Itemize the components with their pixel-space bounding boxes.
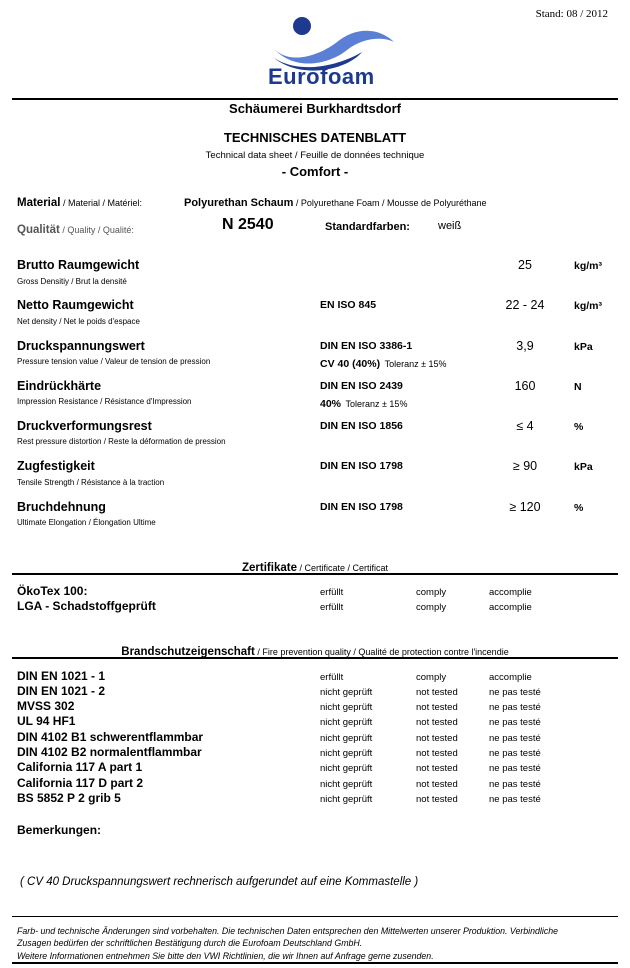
- property-standard: DIN EN ISO 3386-1: [320, 340, 413, 352]
- property-translation: Rest pressure distortion / Reste la déformation de pression: [17, 437, 226, 446]
- property-translation: Net density / Net le poids d'espace: [17, 317, 140, 326]
- fire-status-en: comply: [416, 672, 447, 683]
- date-stamp: Stand: 08 / 2012: [535, 8, 608, 20]
- fire-status-de: nicht geprüft: [320, 779, 373, 790]
- property-translation: Impression Resistance / Résistance d'Impression: [17, 397, 192, 406]
- standard-colors-label: Standardfarben:: [325, 221, 410, 233]
- fire-status-de: nicht geprüft: [320, 717, 373, 728]
- fire-status-fr: ne pas testé: [489, 794, 541, 805]
- fire-status-de: erfüllt: [320, 672, 344, 683]
- certificate-status-fr: accomplie: [489, 587, 532, 598]
- property-value: 3,9: [516, 339, 534, 353]
- document-title: TECHNISCHES DATENBLATT: [223, 130, 407, 145]
- eurofoam-logo: [262, 14, 402, 92]
- fire-test-name: DIN EN 1021 - 2: [17, 684, 106, 698]
- property-unit: N: [574, 381, 582, 393]
- fire-status-fr: ne pas testé: [489, 763, 541, 774]
- property-value: 160: [514, 379, 536, 393]
- property-unit: %: [574, 502, 584, 514]
- fire-status-de: nicht geprüft: [320, 763, 373, 774]
- property-translation: Gross Densitiy / Brut la densité: [17, 277, 127, 286]
- fire-status-en: not tested: [416, 779, 458, 790]
- footer-rule: [12, 916, 618, 917]
- fire-status-en: not tested: [416, 702, 458, 713]
- fire-test-name: California 117 D part 2: [17, 776, 144, 790]
- remarks-text: ( CV 40 Druckspannungswert rechnerisch aufgerundet auf eine Kommastelle ): [20, 876, 419, 888]
- company-name: Schäumerei Burkhardtsdorf: [229, 101, 401, 116]
- property-standard: DIN EN ISO 1798: [320, 460, 403, 472]
- fire-status-de: nicht geprüft: [320, 794, 373, 805]
- property-test-condition: CV 40 (40%) Toleranz ± 15%: [320, 358, 447, 370]
- property-name: Druckverformungsrest: [17, 419, 152, 433]
- certificates-rule: [12, 573, 618, 575]
- property-name: Brutto Raumgewicht: [17, 258, 140, 272]
- fire-status-en: not tested: [416, 794, 458, 805]
- property-test-condition: 40% Toleranz ± 15%: [320, 398, 408, 410]
- fire-heading: Brandschutzeigenschaft / Fire prevention quality / Qualité de protection contre l'incendie: [121, 646, 509, 658]
- certificate-status-en: comply: [416, 587, 447, 598]
- fire-status-de: nicht geprüft: [320, 702, 373, 713]
- product-name: - Comfort -: [281, 164, 349, 179]
- fire-status-en: not tested: [416, 717, 458, 728]
- fire-status-en: not tested: [416, 687, 458, 698]
- property-value: ≥ 120: [509, 500, 541, 514]
- footer-bottom-rule: [12, 962, 618, 964]
- certificates-heading: Zertifikate / Certificate / Certificat: [242, 562, 388, 574]
- remarks-label: Bemerkungen:: [17, 823, 102, 837]
- property-unit: kg/m³: [574, 300, 603, 312]
- certificate-name: ÖkoTex 100:: [17, 584, 88, 598]
- fire-status-en: not tested: [416, 733, 458, 744]
- certificate-status-de: erfüllt: [320, 587, 344, 598]
- fire-status-fr: ne pas testé: [489, 748, 541, 759]
- property-unit: kPa: [574, 341, 593, 353]
- certificate-status-fr: accomplie: [489, 602, 532, 613]
- certificate-status-de: erfüllt: [320, 602, 344, 613]
- logo-text: Eurofoam: [268, 64, 375, 89]
- property-name: Eindrückhärte: [17, 379, 102, 393]
- property-standard: DIN EN ISO 1856: [320, 420, 403, 432]
- header-rule: [12, 98, 618, 100]
- fire-status-fr: ne pas testé: [489, 702, 541, 713]
- fire-status-fr: accomplie: [489, 672, 532, 683]
- property-standard: DIN EN ISO 1798: [320, 501, 403, 513]
- property-value: 22 - 24: [505, 298, 545, 312]
- fire-test-name: California 117 A part 1: [17, 760, 143, 774]
- quality-value: N 2540: [222, 216, 274, 233]
- certificate-name: LGA - Schadstoffgeprüft: [17, 599, 156, 613]
- property-unit: kPa: [574, 461, 593, 473]
- standard-colors-value: weiß: [438, 220, 462, 232]
- quality-label: Qualität / Quality / Qualité:: [17, 224, 134, 236]
- fire-status-fr: ne pas testé: [489, 717, 541, 728]
- fire-test-name: BS 5852 P 2 grib 5: [17, 791, 121, 805]
- property-name: Netto Raumgewicht: [17, 298, 134, 312]
- property-translation: Pressure tension value / Valeur de tension de pression: [17, 357, 211, 366]
- material-value: Polyurethan Schaum / Polyurethane Foam / Mousse de Polyuréthane: [184, 197, 487, 209]
- fire-test-name: DIN EN 1021 - 1: [17, 669, 106, 683]
- property-unit: %: [574, 421, 584, 433]
- fire-status-fr: ne pas testé: [489, 779, 541, 790]
- document-subtitle: Technical data sheet / Feuille de données technique: [205, 150, 425, 161]
- property-translation: Ultimate Elongation / Élongation Ultime: [17, 518, 156, 527]
- property-standard: DIN EN ISO 2439: [320, 380, 403, 392]
- property-name: Druckspannungswert: [17, 339, 145, 353]
- footer-line-1: Farb- und technische Änderungen sind vorbehalten. Die technischen Daten entsprechen den Mittelwerten unserer Produktion. Verbindliche: [17, 926, 559, 936]
- fire-test-name: DIN 4102 B1 schwerentflammbar: [17, 730, 204, 744]
- property-name: Bruchdehnung: [17, 500, 106, 514]
- fire-status-en: not tested: [416, 763, 458, 774]
- fire-test-name: MVSS 302: [17, 699, 75, 713]
- fire-test-name: DIN 4102 B2 normalentflammbar: [17, 745, 202, 759]
- fire-status-de: nicht geprüft: [320, 687, 373, 698]
- fire-test-name: UL 94 HF1: [17, 714, 76, 728]
- property-name: Zugfestigkeit: [17, 459, 95, 473]
- fire-status-en: not tested: [416, 748, 458, 759]
- property-standard: EN ISO 845: [320, 299, 377, 311]
- fire-rule: [12, 657, 618, 659]
- property-value: ≤ 4: [516, 419, 534, 433]
- footer-line-2: Zusagen bedürfen der schriftlichen Bestätigung durch die Eurofoam Deutschland GmbH.: [17, 938, 363, 948]
- material-label: Material / Material / Matériel:: [17, 197, 142, 209]
- property-translation: Tensile Strength / Résistance à la traction: [17, 478, 165, 487]
- property-value: 25: [518, 258, 532, 272]
- fire-status-de: nicht geprüft: [320, 748, 373, 759]
- fire-status-fr: ne pas testé: [489, 733, 541, 744]
- footer-line-3: Weitere Informationen entnehmen Sie bitte den VWI Richtlinien, die wir Ihnen auf Anfrage gerne zusenden.: [17, 951, 434, 961]
- property-unit: kg/m³: [574, 260, 603, 272]
- property-value: ≥ 90: [512, 459, 538, 473]
- certificate-status-en: comply: [416, 602, 447, 613]
- fire-status-fr: ne pas testé: [489, 687, 541, 698]
- fire-status-de: nicht geprüft: [320, 733, 373, 744]
